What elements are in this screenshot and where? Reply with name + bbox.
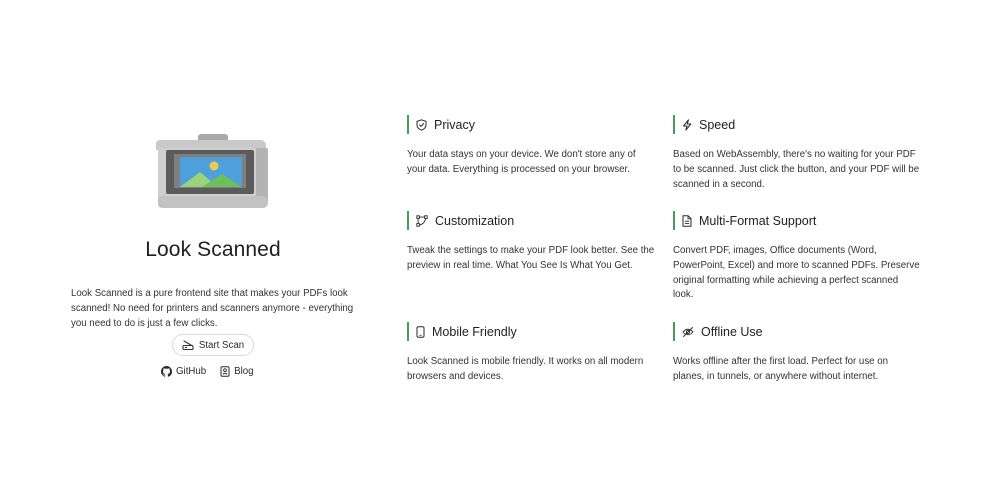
feature-description: Your data stays on your device. We don't store any of your data. Everything is processed on your browser. [407,149,636,175]
vector-shape-icon [416,215,428,227]
blog-link-label: Blog [234,366,254,377]
mobile-phone-icon [416,326,425,338]
hero-description: Look Scanned is a pure frontend site that makes your PDFs look scanned! No need for printers and scanners anymore - everything you need to do is just a few clicks. [71,288,354,329]
feature-heading [407,211,655,230]
scanner-icon [182,340,194,351]
page-title: Look Scanned [145,238,281,261]
scanner-illustration-icon [156,134,270,210]
feature-heading [407,322,655,341]
lightning-icon [682,119,692,131]
feature-title: Privacy [434,117,475,132]
feature-title: Mobile Friendly [432,324,517,339]
feature-description: Look Scanned is mobile friendly. It works on all modern browsers and devices. [407,356,644,382]
feature-customization [407,211,655,274]
feature-mobile-friendly [407,322,655,385]
feature-description: Works offline after the first load. Perfect for use on planes, in tunnels, or anywhere without internet. [673,356,889,382]
feature-description: Based on WebAssembly, there's no waiting for your PDF to be scanned. Just click the button, and your PDF will be scanned in a second. [673,149,920,190]
feature-title: Multi-Format Support [699,213,817,228]
feature-heading [673,211,921,230]
feature-description: Convert PDF, images, Office documents (Word, PowerPoint, Excel) and more to scanned PDFs. Preserve original formatting while achieving a perfect scanned look. [673,245,920,301]
blog-link[interactable] [220,366,253,377]
hero-links [161,366,254,377]
blog-icon [220,366,230,377]
document-icon [682,215,692,227]
feature-heading [673,115,921,134]
feature-heading [407,115,655,134]
feature-offline-use [673,322,921,385]
feature-privacy [407,115,655,178]
github-link[interactable] [161,366,206,377]
feature-multi-format [673,211,921,303]
feature-title: Speed [699,117,736,132]
github-link-label: GitHub [176,366,207,377]
feature-description: Tweak the settings to make your PDF look better. See the preview in real time. What You See Is What You Get. [407,245,655,271]
start-scan-button[interactable] [172,334,254,356]
feature-title: Customization [435,213,515,228]
github-icon [161,366,172,377]
feature-heading [673,322,921,341]
shield-check-icon [416,119,427,131]
feature-title: Offline Use [701,324,763,339]
eye-slash-icon [682,326,694,338]
feature-speed [673,115,921,192]
start-scan-label: Start Scan [198,339,245,351]
